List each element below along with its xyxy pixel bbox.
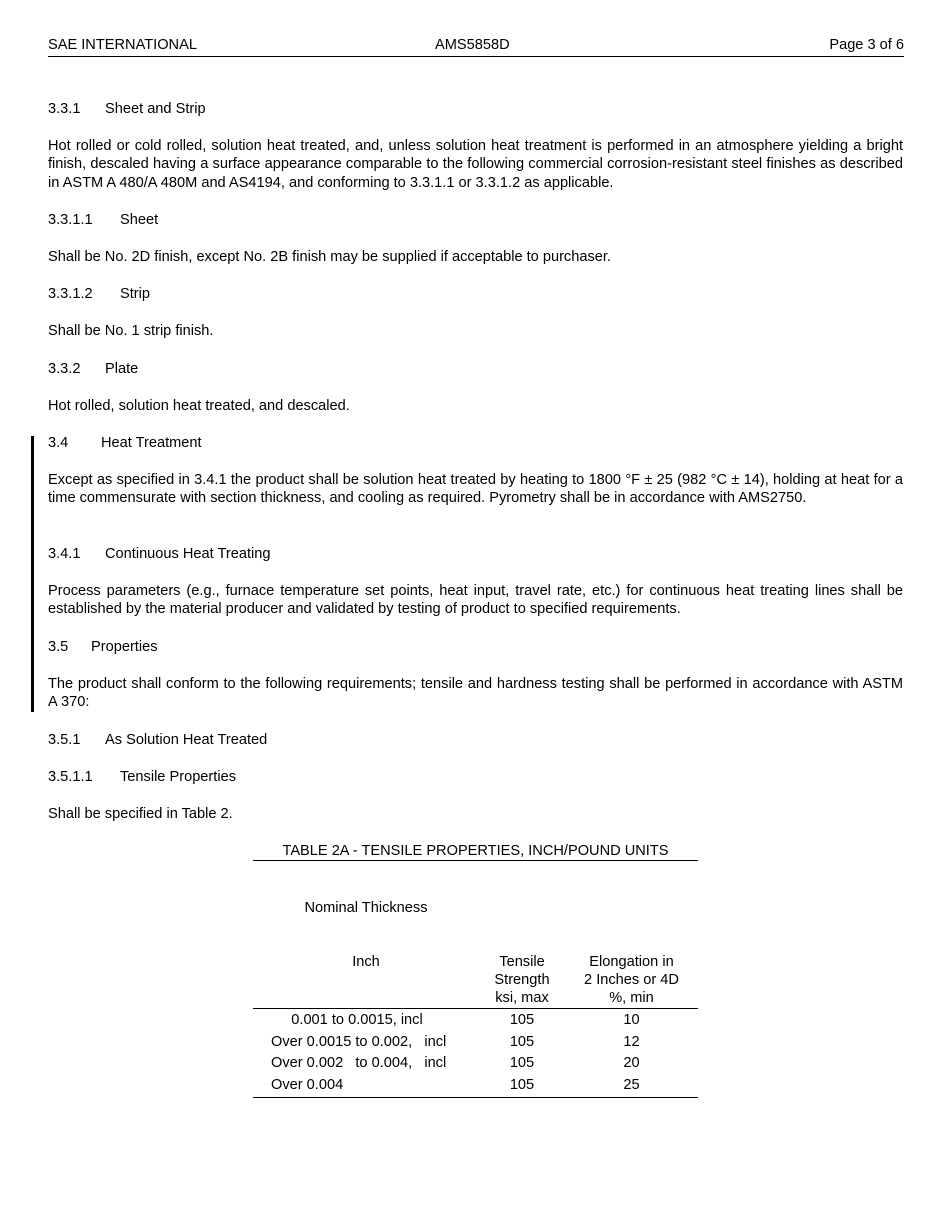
heading-3-3-1-1 (48, 211, 903, 229)
header-organization: SAE INTERNATIONAL (48, 37, 197, 53)
table-row (253, 1009, 698, 1032)
paragraph-3-5-1-1: Shall be specified in Table 2. (48, 806, 233, 822)
section-number: 3.5 (48, 639, 69, 655)
section-number: 3.4 (48, 435, 69, 451)
section-number: 3.5.1.1 (48, 769, 93, 785)
section-number: 3.5.1 (48, 732, 81, 748)
table-caption: TABLE 2A - TENSILE PROPERTIES, INCH/POUND UNITS (282, 843, 669, 859)
table-row (253, 1032, 698, 1054)
section-title: Strip (120, 286, 151, 302)
header-elongation (565, 861, 698, 1009)
section-number: 3.3.2 (48, 361, 81, 377)
header-line: Elongation in (589, 954, 674, 970)
cell-thickness: Over 0.0015 to 0.002, incl (271, 1033, 447, 1050)
paragraph-3-3-1-1: Shall be No. 2D finish, except No. 2B finish may be supplied if acceptable to purchaser. (48, 249, 611, 265)
heading-3-3-1 (48, 100, 903, 118)
section-title: Tensile Properties (120, 769, 236, 785)
cell-tensile: 105 (509, 1055, 535, 1071)
header-line: Inch (352, 954, 380, 970)
section-title: Heat Treatment (101, 435, 202, 451)
header-page-number: Page 3 of 6 (829, 37, 904, 53)
header-nominal-thickness (253, 861, 479, 1009)
section-title: Plate (105, 361, 139, 377)
paragraph-3-4: Except as specified in 3.4.1 the product shall be solution heat treated by heating to 1800 °F ± 25 (982 °C ± 14), holding at heat for a time commensurate with section thickness, and cooling as required. Pyrometry shall be in accordance with AMS2750. (48, 472, 903, 507)
table-row (253, 1053, 698, 1075)
paragraph-3-5: The product shall conform to the following requirements; tensile and hardness testing shall be performed in accordance with ASTM A 370: (48, 676, 903, 711)
cell-thickness: 0.001 to 0.0015, incl (271, 1012, 423, 1028)
header-line: Strength (494, 972, 550, 988)
section-title: Sheet and Strip (105, 101, 206, 117)
header-line: ksi, max (495, 990, 549, 1006)
table-row (253, 1075, 698, 1098)
section-number: 3.3.1.1 (48, 212, 93, 228)
heading-3-5-1 (48, 731, 903, 749)
table-header-row (253, 861, 698, 1009)
tensile-properties-table (253, 860, 698, 1098)
heading-3-4 (48, 434, 903, 452)
paragraph-3-3-1-2: Shall be No. 1 strip finish. (48, 323, 214, 339)
section-title: As Solution Heat Treated (105, 732, 268, 748)
header-document-number: AMS5858D (435, 37, 510, 53)
heading-3-3-1-2 (48, 285, 903, 303)
heading-3-3-2 (48, 360, 903, 378)
cell-elongation: 10 (623, 1012, 640, 1028)
header-line: %, min (609, 990, 654, 1006)
cell-thickness: Over 0.004 (271, 1076, 344, 1093)
cell-tensile: 105 (509, 1012, 535, 1028)
tensile-properties-table-container (253, 843, 698, 1098)
heading-3-5 (48, 638, 903, 656)
header-line: Nominal Thickness (304, 900, 428, 916)
paragraph-3-4-1: Process parameters (e.g., furnace temperature set points, heat input, travel rate, etc.) for continuous heat treating lines shall be established by the material producer and validated by testing of product to specified requirements. (48, 583, 903, 618)
section-number: 3.3.1 (48, 101, 81, 117)
section-title: Continuous Heat Treating (105, 546, 271, 562)
heading-3-4-1 (48, 545, 903, 563)
cell-tensile: 105 (509, 1076, 535, 1093)
header-line: 2 Inches or 4D (584, 972, 679, 988)
paragraph-3-3-1: Hot rolled or cold rolled, solution heat treated, and, unless solution heat treatment is performed in an atmosphere yielding a bright finish, descaled having a surface appearance comparable to the following commercial corrosion-resistant steel finishes as described in ASTM A 480/A 480M and AS4194, and conforming to 3.3.1.1 or 3.3.1.2 as applicable. (48, 138, 903, 191)
section-title: Sheet (120, 212, 159, 228)
header-tensile-strength (479, 861, 565, 1009)
cell-tensile: 105 (509, 1033, 535, 1050)
cell-elongation: 25 (623, 1076, 640, 1093)
cell-elongation: 12 (623, 1033, 640, 1050)
revision-change-bar (31, 436, 34, 712)
section-title: Properties (91, 639, 158, 655)
paragraph-3-3-2: Hot rolled, solution heat treated, and descaled. (48, 398, 350, 414)
page-header (48, 36, 904, 57)
cell-thickness: Over 0.002 to 0.004, incl (271, 1055, 447, 1071)
header-line: Tensile (499, 954, 545, 970)
heading-3-5-1-1 (48, 768, 903, 786)
section-number: 3.3.1.2 (48, 286, 93, 302)
section-number: 3.4.1 (48, 546, 81, 562)
cell-elongation: 20 (623, 1055, 640, 1071)
